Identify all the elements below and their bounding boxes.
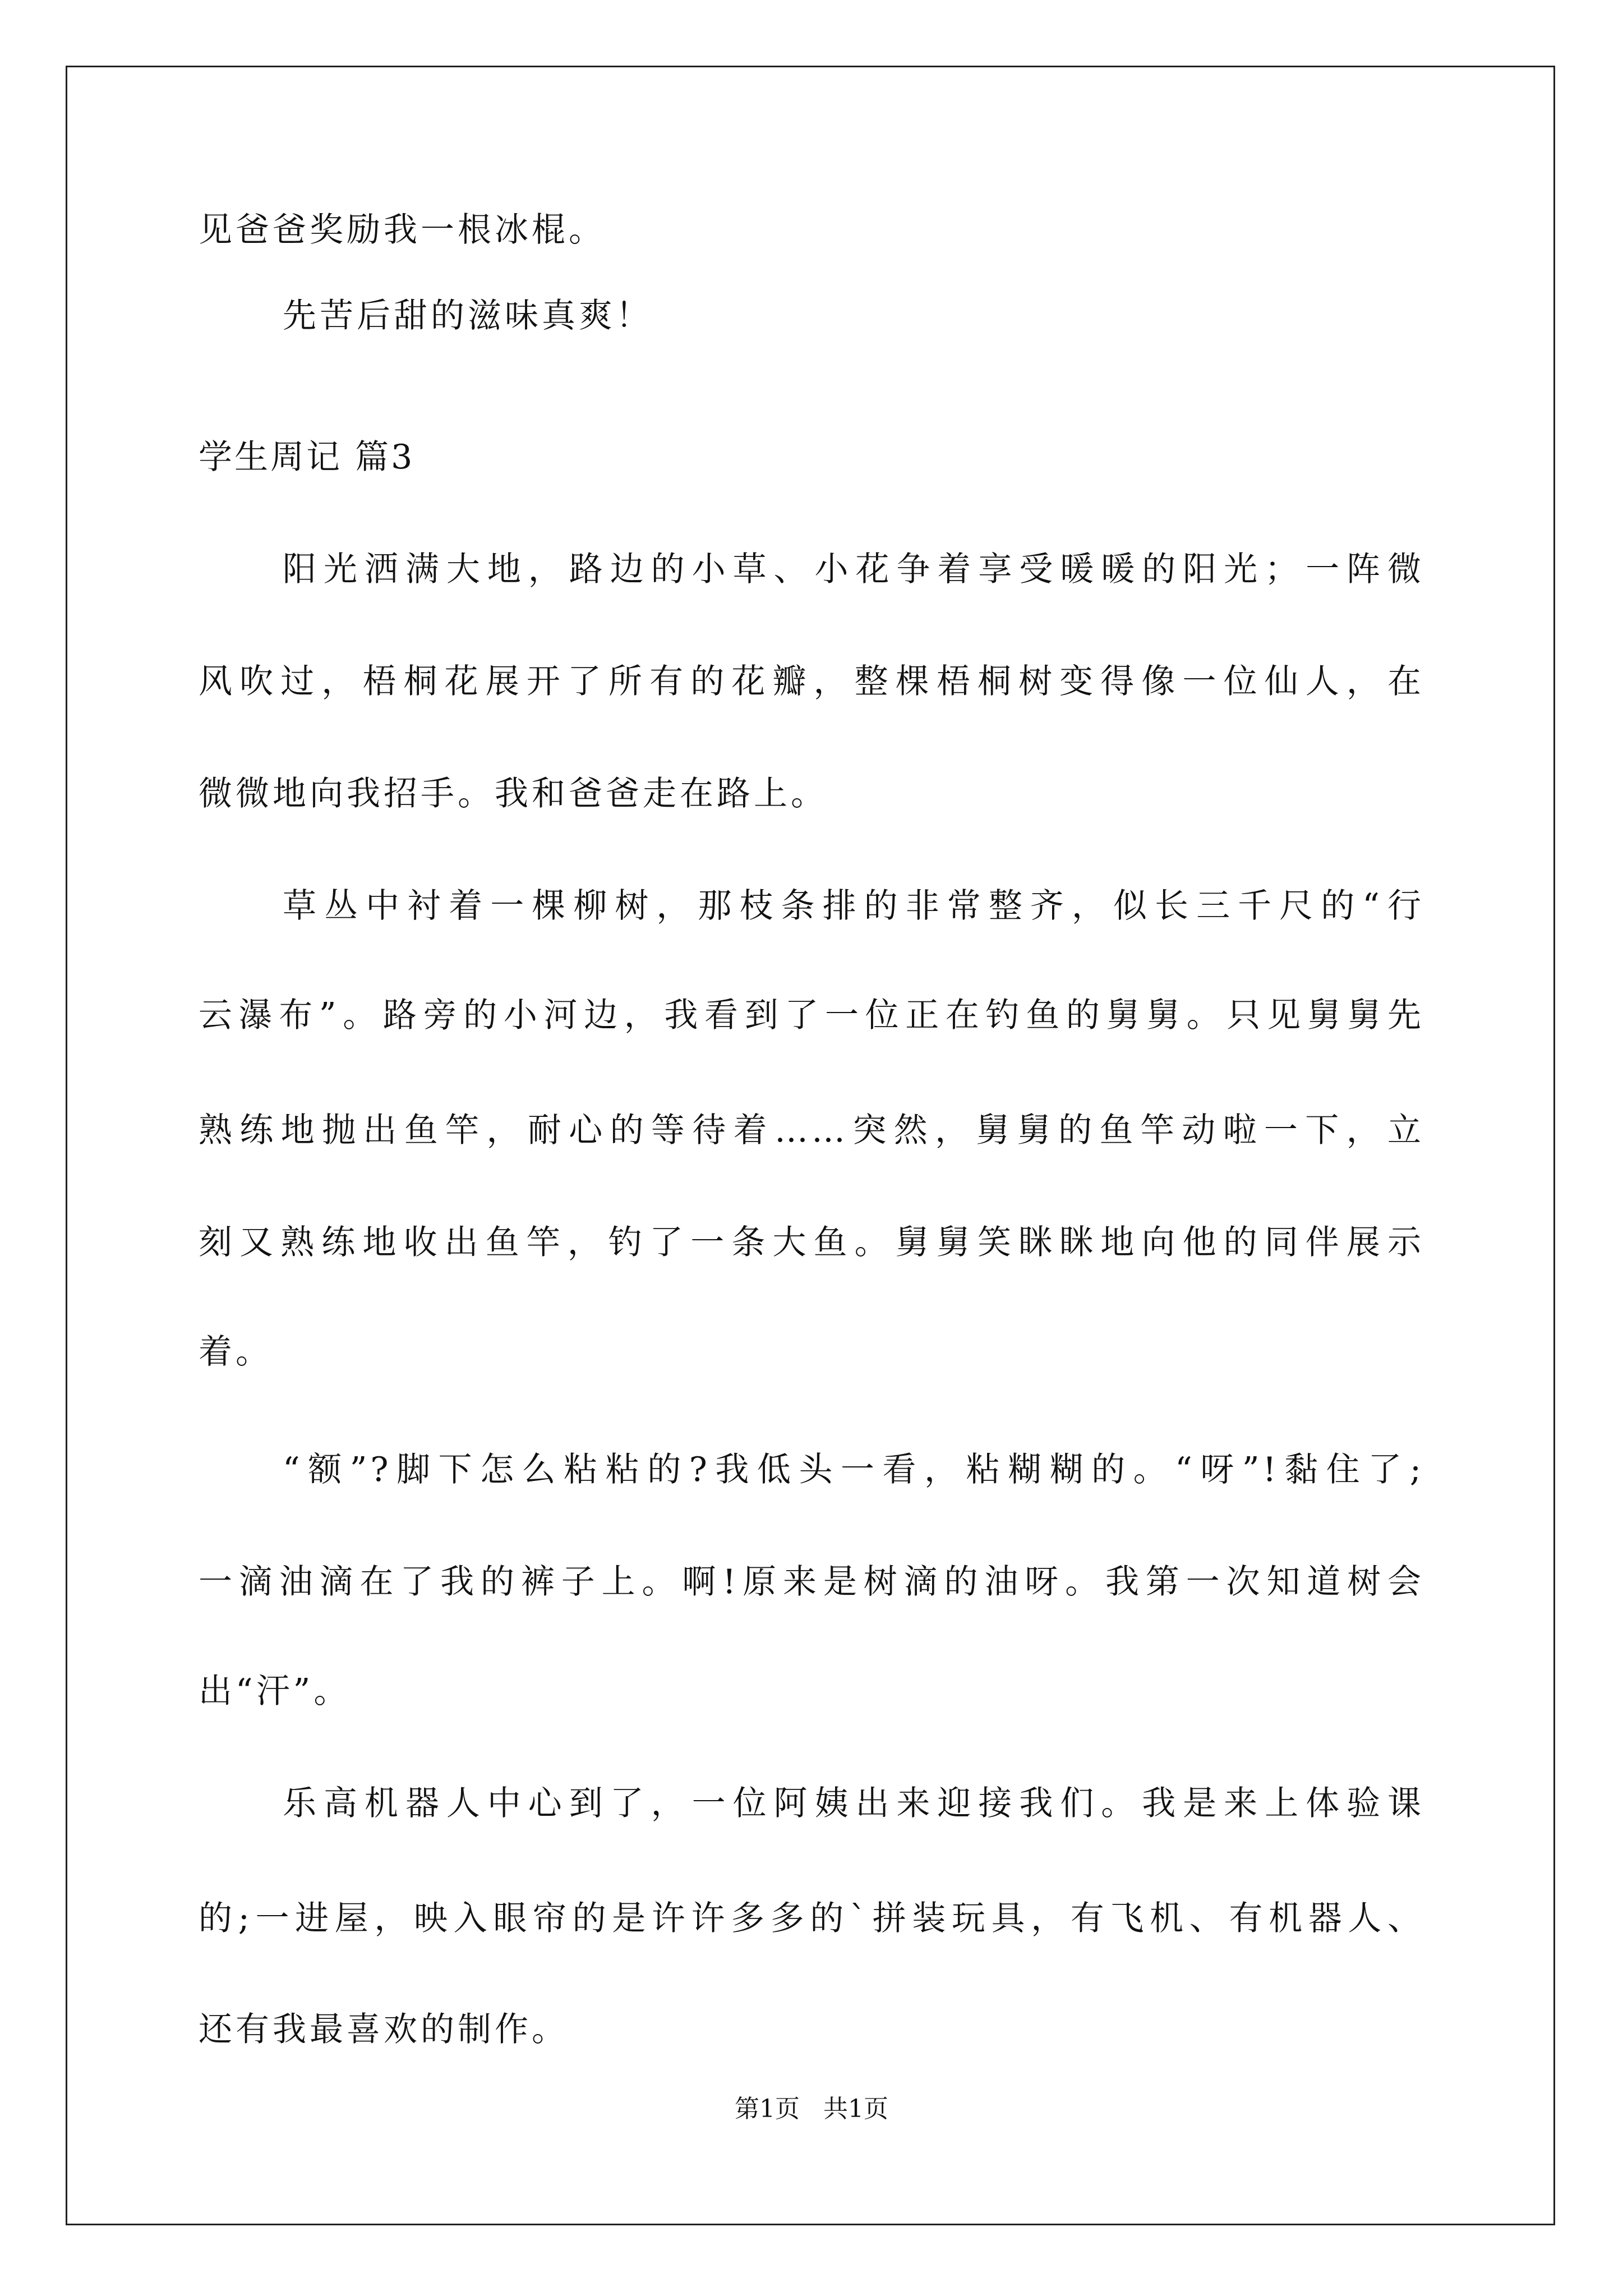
paragraph-line: 刻又熟练地收出鱼竿，钓了一条大鱼。舅舅笑眯眯地向他的同伴展示 <box>199 1223 1424 1262</box>
paragraph-line: 微微地向我招手。我和爸爸走在路上。 <box>199 774 828 813</box>
paragraph-line: 草丛中衬着一棵柳树，那枝条排的非常整齐，似长三千尺的“行 <box>283 886 1424 926</box>
paragraph-line: 云瀑布”。路旁的小河边，我看到了一位正在钓鱼的舅舅。只见舅舅先 <box>199 996 1424 1035</box>
paragraph-line: 乐高机器人中心到了，一位阿姨出来迎接我们。我是来上体验课 <box>283 1784 1424 1823</box>
paragraph-line: 的;一进屋，映入眼帘的是许许多多的`拼装玩具，有飞机、有机器人、 <box>199 1899 1424 1938</box>
page-number-footer: 第1页 共1页 <box>735 2095 888 2123</box>
paragraph-line: “额”?脚下怎么粘粘的?我低头一看，粘糊糊的。“呀”!黏住了; <box>283 1450 1424 1489</box>
paragraph-line: 风吹过，梧桐花展开了所有的花瓣，整棵梧桐树变得像一位仙人，在 <box>199 662 1424 701</box>
paragraph-line: 还有我最喜欢的制作。 <box>199 2010 569 2049</box>
paragraph-line: 着。 <box>199 1332 273 1372</box>
paragraph-line: 一滴油滴在了我的裤子上。啊!原来是树滴的油呀。我第一次知道树会 <box>199 1562 1424 1602</box>
paragraph-line: 熟练地抛出鱼竿，耐心的等待着……突然，舅舅的鱼竿动啦一下，立 <box>199 1111 1424 1150</box>
paragraph-line: 先苦后甜的滋味真爽！ <box>283 296 653 335</box>
paragraph-line: 出“汗”。 <box>199 1672 351 1711</box>
section-heading: 学生周记 篇3 <box>199 438 415 477</box>
paragraph-line: 见爸爸奖励我一根冰棍。 <box>199 210 606 250</box>
paragraph-line: 阳光洒满大地，路边的小草、小花争着享受暖暖的阳光；一阵微 <box>283 550 1424 589</box>
